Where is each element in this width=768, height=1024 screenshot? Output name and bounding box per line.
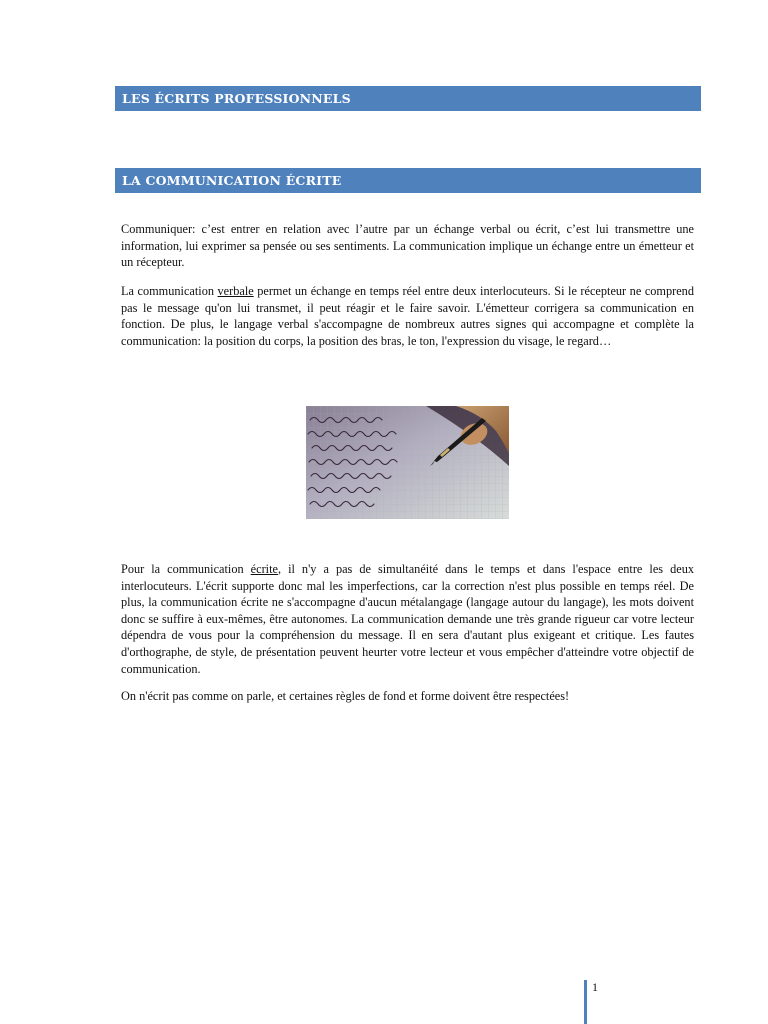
paragraph-conclusion: On n'écrit pas comme on parle, et certaines règles de fond et forme doivent être respectées!: [121, 689, 570, 703]
paragraph-text: , il n'y a pas de simultanéité dans le temps et dans l'espace entre les deux interlocuteurs. L'écrit supporte donc mal les imperfections, car la correction n'est plus possible en temps réel. De plus, la communication écrite ne s'accompagne d'aucun métalangage (langage autour du langage), les mots doivent donc se suffire à eux-mêmes, être autonomes. La communication demande une très grande rigueur car votre lecteur dépendra de vous pour la compréhension du message. Il en sera d'autant plus exigeant et critique. Les fautes d'orthographe, de style, de présentation peuvent heurter votre lecteur et vous empêcher d'atteindre votre objectif de communication.: [121, 562, 694, 676]
footer-accent-bar: [584, 980, 587, 1024]
page-number: 1: [592, 980, 598, 994]
paragraph-text: permet un échange en temps réel entre deux interlocuteurs. Si le récepteur ne comprend pas le message qu'on lui transmet, il peut réagir et le faire savoir. L'émetteur corrigera sa communication en fonction. De plus, le langage verbal s'accompagne de nombreux autres signes qui accompagne et complète la communication: la position du corps, la position des bras, le ton, l'expression du visage, le regard…: [121, 284, 694, 348]
paragraph-written-communication: [121, 561, 694, 677]
handwriting-pen-photo-icon: [306, 406, 509, 519]
paragraph-text: La communication: [121, 284, 218, 298]
paragraph-definition: Communiquer: c’est entrer en relation avec l’autre par un échange verbal ou écrit, c’est lui transmettre une information, lui exprimer sa pensée ou ses sentiments. La communication implique un échange entre un émetteur et un récepteur.: [121, 222, 694, 270]
paragraph-text: Pour la communication: [121, 562, 251, 576]
keyword-verbale: verbale: [217, 284, 254, 298]
section-heading-ecrits-professionnels: LES ÉCRITS PROFESSIONNELS: [115, 86, 701, 111]
keyword-ecrite: écrite: [250, 562, 278, 576]
paragraph-verbal-communication: [121, 283, 694, 349]
section-heading-communication-ecrite: LA COMMUNICATION ÉCRITE: [115, 168, 701, 193]
